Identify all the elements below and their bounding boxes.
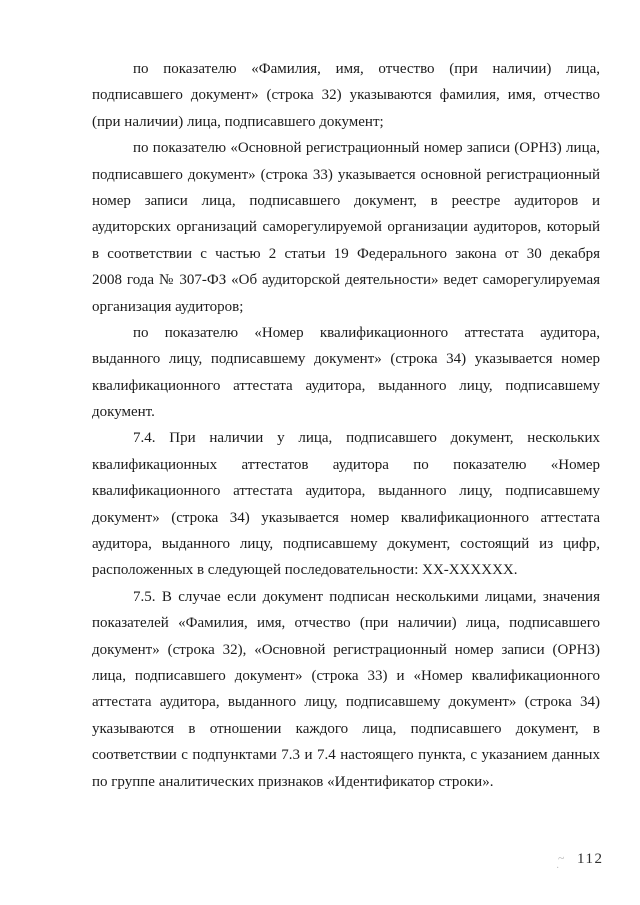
text-line: подписавшего документ» (строка 32) указываются фамилия, имя, отчество (92, 87, 600, 104)
text-line: 7.5. В случае если документ подписан несколькими лицами, значения (133, 588, 600, 605)
text-line: по группе аналитических признаков «Идентификатор строки». (92, 773, 494, 790)
text-line: документ» (строка 34) указывается номер квалификационного аттестата (92, 509, 600, 526)
paragraph (92, 56, 600, 135)
text-line: документ» (строка 32), «Основной регистрационный номер записи (ОРНЗ) (92, 641, 600, 658)
text-line: указываются в отношении каждого лица, подписавшего документ, в (92, 720, 600, 737)
paragraph (92, 135, 600, 320)
text-line: по показателю «Основной регистрационный номер записи (ОРНЗ) лица, (133, 140, 600, 157)
text-block (92, 56, 600, 795)
paragraph (92, 320, 600, 426)
text-line: организация аудиторов; (92, 298, 244, 315)
text-line: показателей «Фамилия, имя, отчество (при наличии) лица, подписавшего (92, 615, 600, 632)
scan-artifact: ~ (557, 850, 566, 866)
text-line: 7.4. При наличии у лица, подписавшего документ, нескольких (133, 430, 600, 447)
text-line: расположенных в следующей последовательности: XX-XXXXXX. (92, 562, 518, 579)
paragraph (92, 425, 600, 583)
page-number: 112 (577, 851, 604, 867)
text-line: подписавшего документ» (строка 33) указывается основной регистрационный (92, 166, 600, 183)
text-line: номер записи лица, подписавшего документ, в реестре аудиторов и (92, 192, 600, 209)
text-line: по показателю «Фамилия, имя, отчество (при наличии) лица, (133, 61, 600, 77)
text-line: (при наличии) лица, подписавшего документ; (92, 113, 384, 130)
text-line: 2008 года № 307-ФЗ «Об аудиторской деятельности» ведет саморегулируемая (92, 272, 600, 289)
text-line: квалификационного аттестата аудитора, выданного лицу, подписавшему (92, 483, 600, 500)
text-line: аудитора, выданного лицу, подписавшему документ, состоящий из цифр, (92, 536, 600, 553)
text-line: документ. (92, 404, 155, 421)
text-line: в соответствии с частью 2 статьи 19 Федерального закона от 30 декабря (92, 245, 600, 262)
text-line: аудиторских организаций саморегулируемой организации аудиторов, который (92, 219, 600, 236)
text-line: по показателю «Номер квалификационного аттестата аудитора, (133, 324, 600, 341)
text-line: аттестата аудитора, выданного лицу, подписавшему документ» (строка 34) (92, 694, 600, 711)
text-line: лица, подписавшего документ» (строка 33) и «Номер квалификационного (92, 667, 600, 684)
paragraph (92, 584, 600, 795)
text-line: выданного лицу, подписавшему документ» (строка 34) указывается номер (92, 351, 600, 368)
text-line: квалификационных аттестатов аудитора по показателю «Номер (92, 456, 600, 473)
text-line: квалификационного аттестата аудитора, выданного лицу, подписавшему (92, 377, 600, 394)
text-line: соответствии с подпунктами 7.3 и 7.4 настоящего пункта, с указанием данных (92, 747, 600, 764)
scan-artifact: · (556, 863, 560, 874)
